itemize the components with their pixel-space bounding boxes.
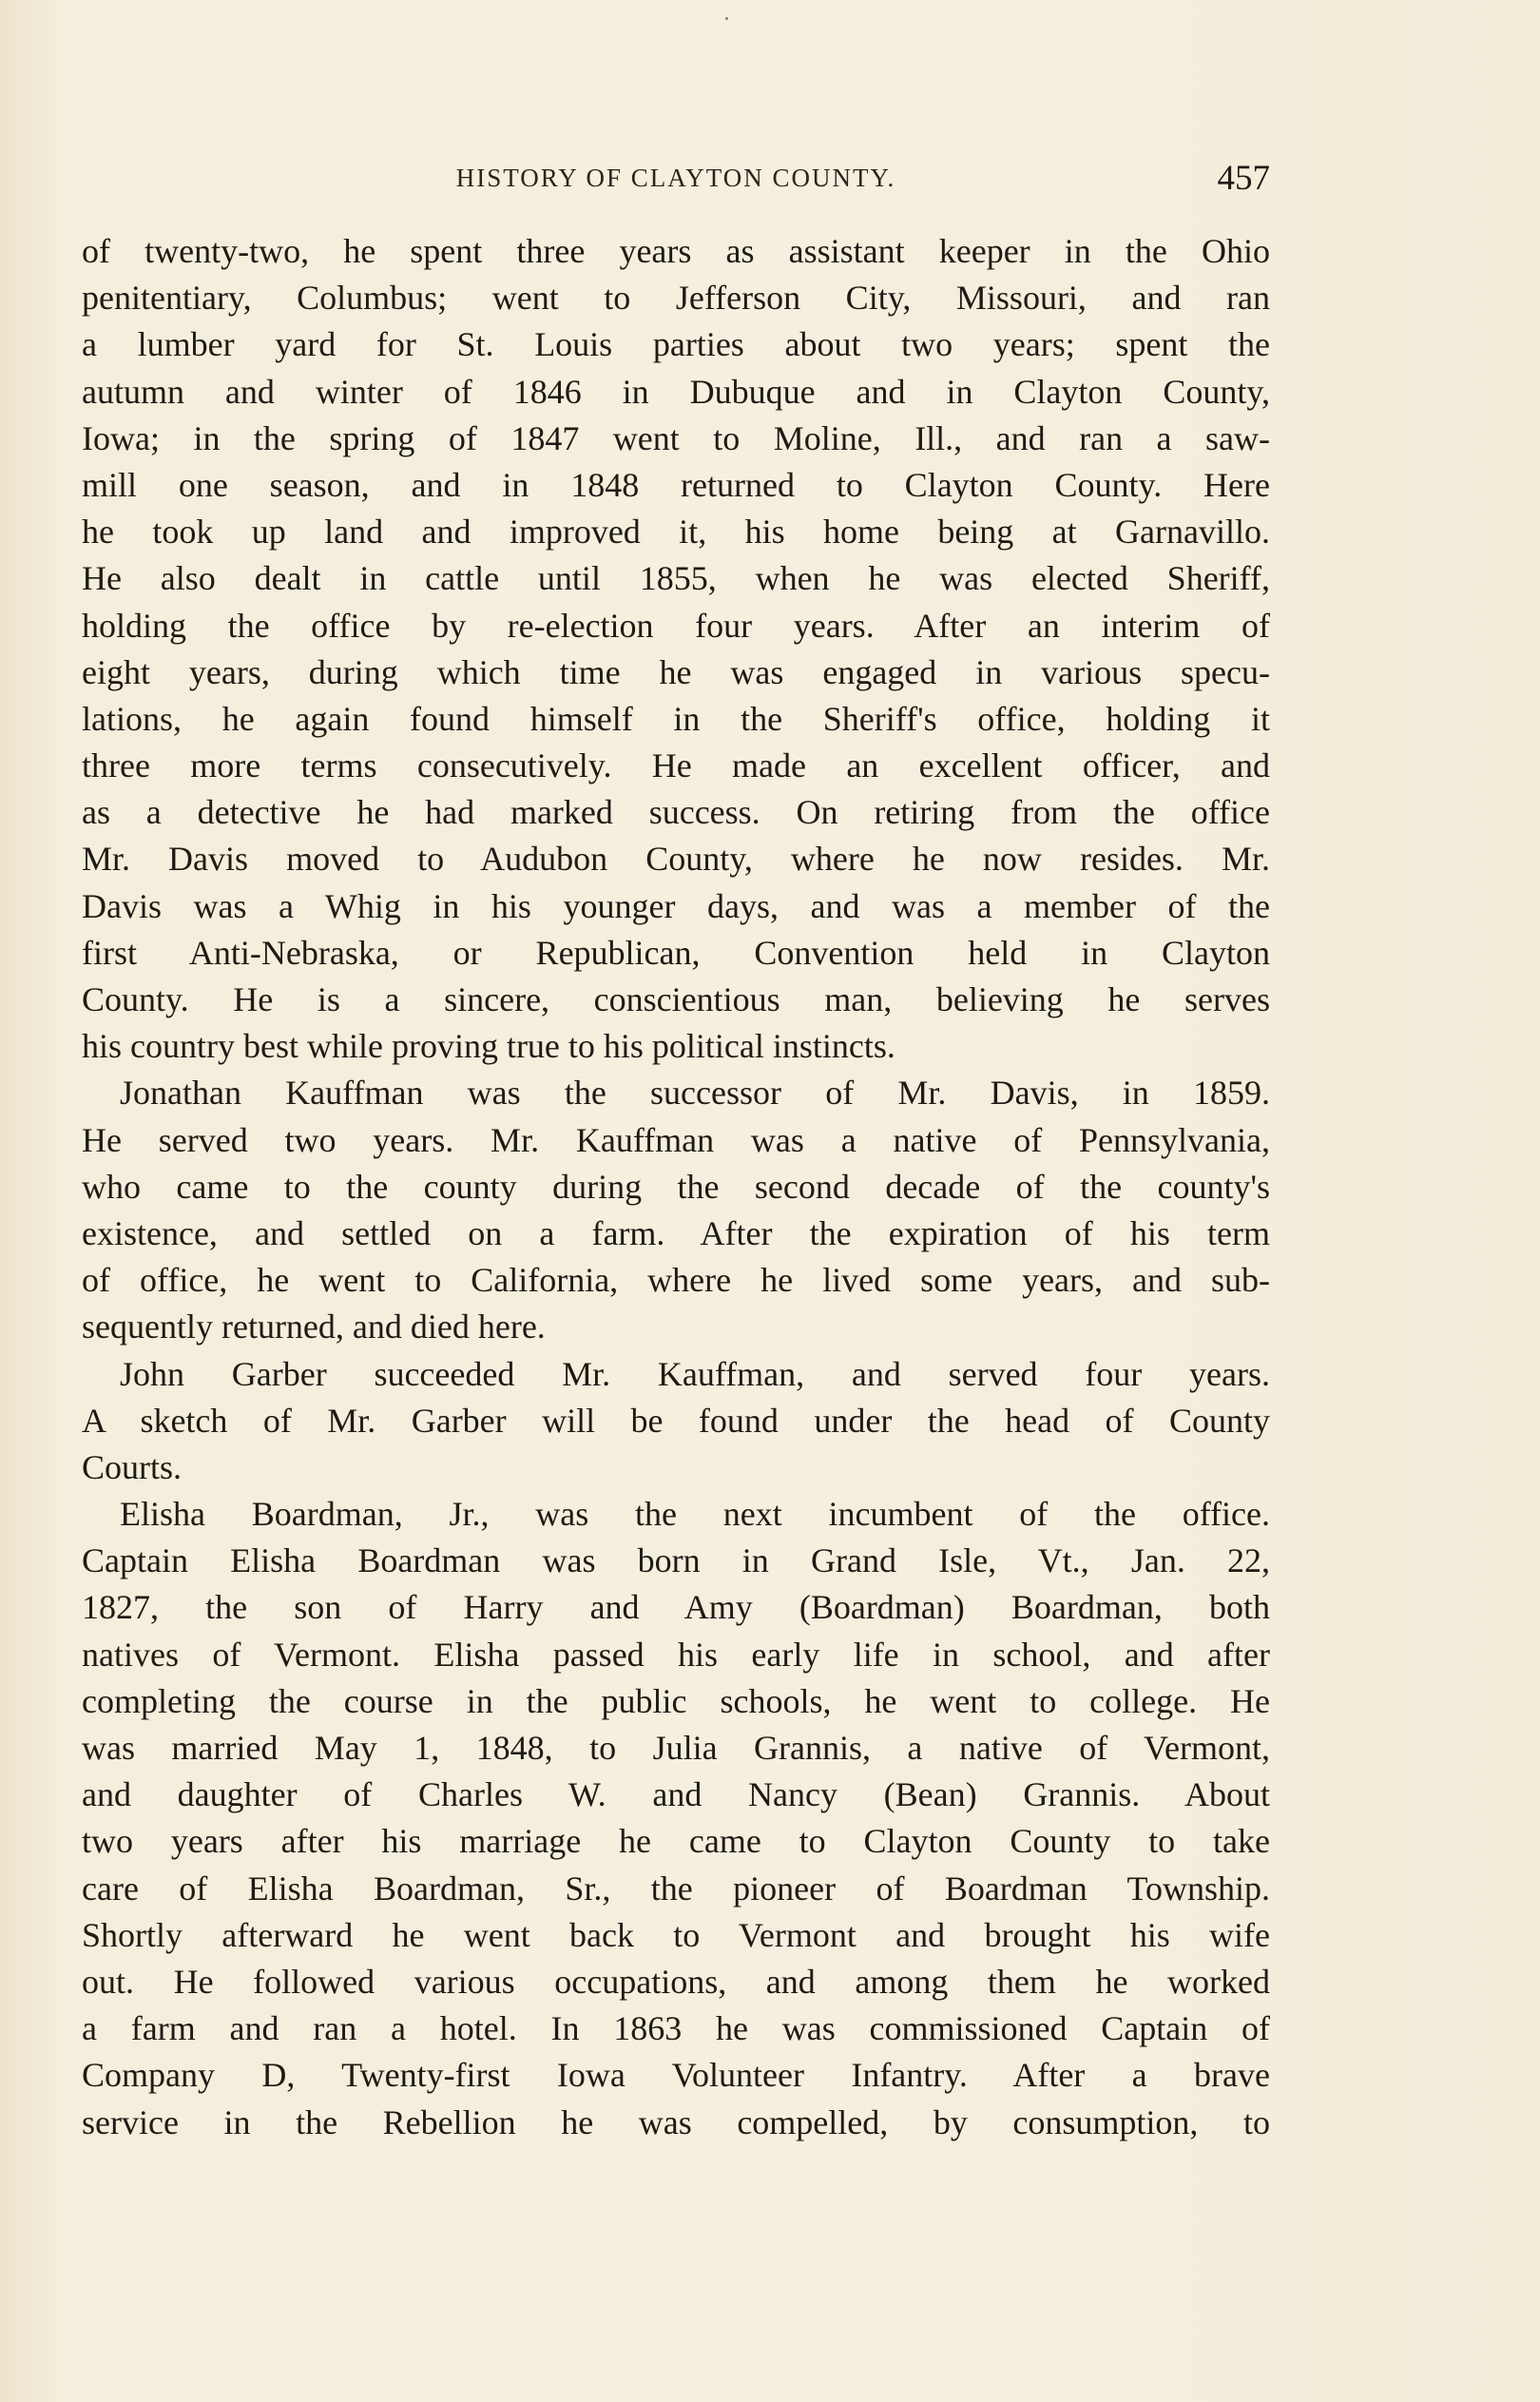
- body-text: [82, 228, 1270, 2146]
- text-line: He also dealt in cattle until 1855, when he was elected Sheriff,: [82, 559, 1270, 598]
- text-line: as a detective he had marked success. On retiring from the office: [82, 793, 1270, 832]
- text-line: autumn and winter of 1846 in Dubuque and in Clayton County,: [82, 372, 1270, 411]
- text-line: holding the office by re-election four years. After an interim of: [82, 606, 1270, 645]
- text-line: penitentiary, Columbus; went to Jefferson City, Missouri, and ran: [82, 279, 1270, 318]
- text-line: lations, he again found himself in the Sheriff's office, holding it: [82, 699, 1270, 738]
- text-line: Jonathan Kauffman was the successor of Mr. Davis, in 1859.: [120, 1074, 1270, 1113]
- text-line: County. He is a sincere, conscientious man, believing he serves: [82, 980, 1270, 1018]
- text-line: Shortly afterward he went back to Vermont and brought his wife: [82, 1915, 1270, 1954]
- text-line: first Anti-Nebraska, or Republican, Convention held in Clayton: [82, 933, 1270, 972]
- text-line: Elisha Boardman, Jr., was the next incumbent of the office.: [120, 1495, 1270, 1534]
- text-line: Mr. Davis moved to Audubon County, where he now resides. Mr.: [82, 840, 1270, 879]
- text-line: Company D, Twenty-first Iowa Volunteer Infantry. After a brave: [82, 2056, 1270, 2095]
- text-line: Davis was a Whig in his younger days, and was a member of the: [82, 886, 1270, 925]
- text-line: he took up land and improved it, his home being at Garnavillo.: [82, 513, 1270, 552]
- page-number: 457: [1217, 159, 1270, 198]
- text-line: of office, he went to California, where he lived some years, and sub-: [82, 1261, 1270, 1300]
- text-line: care of Elisha Boardman, Sr., the pioneer of Boardman Township.: [82, 1869, 1270, 1908]
- ink-speck: [725, 17, 728, 20]
- text-line: natives of Vermont. Elisha passed his early life in school, and after: [82, 1635, 1270, 1674]
- text-line: Iowa; in the spring of 1847 went to Moline, Ill., and ran a saw-: [82, 418, 1270, 457]
- text-line: who came to the county during the second decade of the county's: [82, 1167, 1270, 1206]
- text-line: Captain Elisha Boardman was born in Grand Isle, Vt., Jan. 22,: [82, 1541, 1270, 1580]
- text-line: service in the Rebellion he was compelled, by consumption, to: [82, 2102, 1270, 2141]
- text-line: his country best while proving true to his political instincts.: [82, 1027, 895, 1066]
- text-line: 1827, the son of Harry and Amy (Boardman) Boardman, both: [82, 1588, 1270, 1627]
- text-line: John Garber succeeded Mr. Kauffman, and served four years.: [120, 1354, 1270, 1393]
- text-line: of twenty-two, he spent three years as assistant keeper in the Ohio: [82, 232, 1270, 270]
- text-line: two years after his marriage he came to Clayton County to take: [82, 1822, 1270, 1861]
- running-head: HISTORY OF CLAYTON COUNTY.: [455, 164, 896, 192]
- text-line: three more terms consecutively. He made an excellent officer, and: [82, 746, 1270, 785]
- text-line: eight years, during which time he was engaged in various specu-: [82, 652, 1270, 691]
- text-line: and daughter of Charles W. and Nancy (Bean) Grannis. About: [82, 1775, 1270, 1814]
- text-line: was married May 1, 1848, to Julia Grannis, a native of Vermont,: [82, 1729, 1270, 1767]
- text-line: a lumber yard for St. Louis parties about two years; spent the: [82, 325, 1270, 364]
- text-line: a farm and ran a hotel. In 1863 he was commissioned Captain of: [82, 2009, 1270, 2048]
- page-header: [82, 158, 1270, 205]
- text-line: Courts.: [82, 1447, 183, 1486]
- text-line: existence, and settled on a farm. After the expiration of his term: [82, 1213, 1270, 1252]
- text-line: sequently returned, and died here.: [82, 1308, 546, 1346]
- text-line: A sketch of Mr. Garber will be found under the head of County: [82, 1401, 1270, 1440]
- text-line: He served two years. Mr. Kauffman was a native of Pennsylvania,: [82, 1120, 1270, 1159]
- text-line: out. He followed various occupations, and among them he worked: [82, 1962, 1270, 2001]
- text-line: mill one season, and in 1848 returned to Clayton County. Here: [82, 465, 1270, 504]
- text-line: completing the course in the public schools, he went to college. He: [82, 1681, 1270, 1720]
